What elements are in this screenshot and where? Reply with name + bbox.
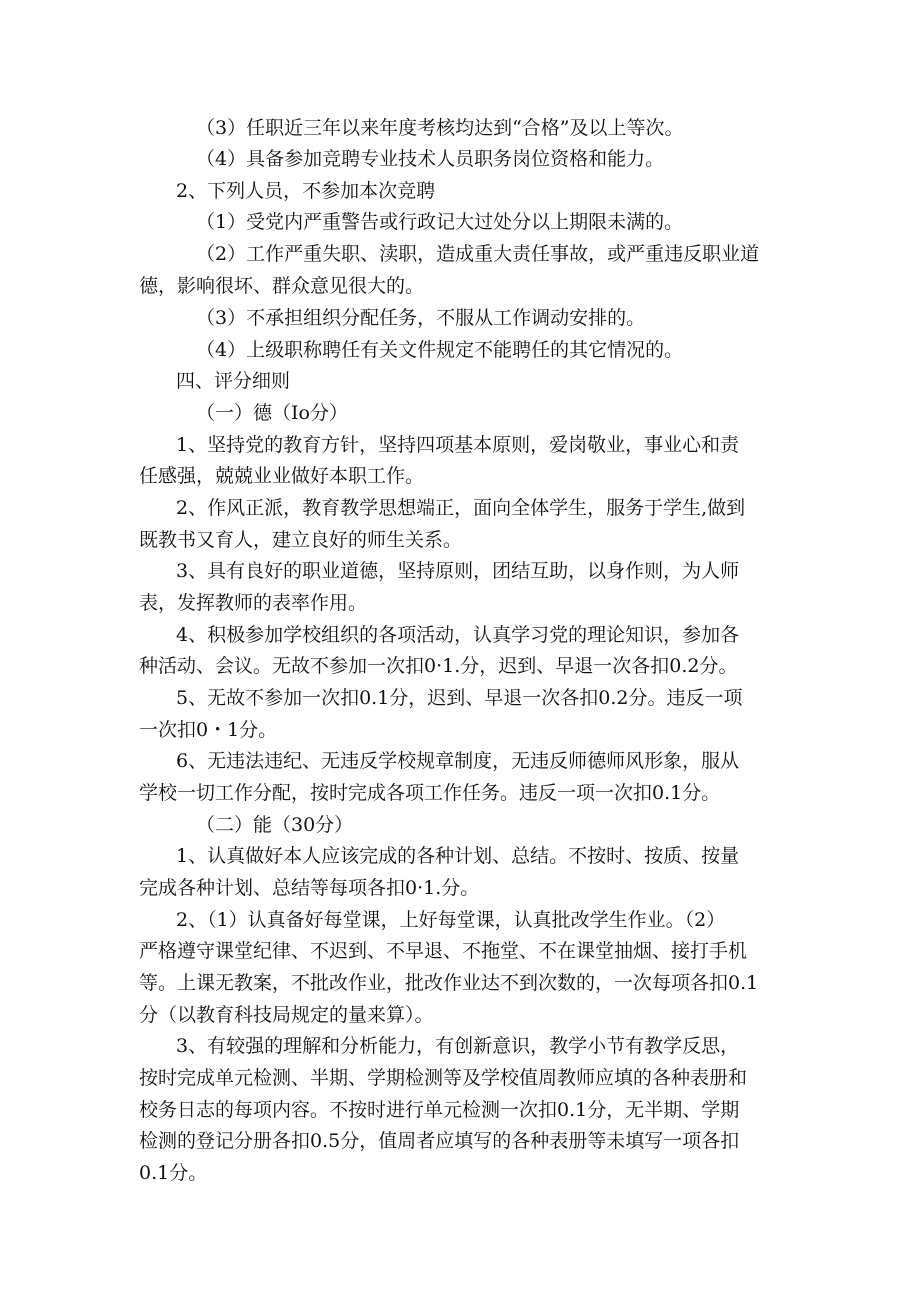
virtue-item-2-line-2: 既教书又育人，建立良好的师生关系。 bbox=[139, 529, 463, 551]
clause-3-annual-assessment: （3）任职近三年以来年度考核均达到“合格”及以上等次。 bbox=[196, 117, 684, 139]
virtue-item-3-line-1: 3、具有良好的职业道德，坚持原则，团结互助，以身作则，为人师 bbox=[176, 560, 740, 582]
clause-4-qualification: （4）具备参加竞聘专业技术人员职务岗位资格和能力。 bbox=[196, 148, 665, 170]
virtue-item-4-line-1: 4、积极参加学校组织的各项活动，认真学习党的理论知识，参加各 bbox=[176, 624, 740, 646]
ability-item-3-line-4: 检测的登记分册各扣0.5分，值周者应填写的各种表册等未填写一项各扣 bbox=[139, 1130, 740, 1152]
ability-item-2-line-2: 严格遵守课堂纪律、不迟到、不早退、不拖堂、不在课堂抽烟、接打手机 bbox=[139, 940, 748, 962]
ability-item-1-line-2: 完成各种计划、总结等每项各扣0·1.分。 bbox=[139, 877, 480, 899]
virtue-item-5-line-2: 一次扣0・1分。 bbox=[139, 719, 278, 741]
exclusion-4: （4）上级职称聘任有关文件规定不能聘任的其它情况的。 bbox=[196, 339, 684, 361]
ability-item-2-line-4: 分（以教育科技局规定的量来算）。 bbox=[139, 1004, 434, 1026]
ability-item-3-line-3: 校务日志的每项内容。不按时进行单元检测一次扣0.1分，无半期、学期 bbox=[139, 1099, 740, 1121]
ability-item-3-line-2: 按时完成单元检测、半期、学期检测等及学校值周教师应填的各种表册和 bbox=[139, 1067, 748, 1089]
virtue-item-1-line-1: 1、坚持党的教育方针，坚持四项基本原则，爱岗敬业，事业心和责 bbox=[176, 434, 740, 456]
subheading-ability: （二）能（30分） bbox=[196, 814, 354, 836]
ability-item-3-line-5: 0.1分。 bbox=[139, 1162, 208, 1184]
virtue-item-6-line-2: 学校一切工作分配，按时完成各项工作任务。违反一项一次扣0.1分。 bbox=[139, 782, 721, 804]
virtue-item-4-line-2: 种活动、会议。无故不参加一次扣0·1.分，迟到、早退一次各扣0.2分。 bbox=[139, 655, 738, 677]
virtue-item-6-line-1: 6、无违法违纪、无违反学校规章制度，无违反师德师风形象，服从 bbox=[176, 750, 740, 772]
heading-excluded-persons: 2、下列人员，不参加本次竞聘 bbox=[176, 180, 436, 202]
ability-item-2-line-3: 等。上课无教案，不批改作业，批改作业达不到次数的，一次每项各扣0.1 bbox=[139, 972, 759, 994]
exclusion-3: （3）不承担组织分配任务，不服从工作调动安排的。 bbox=[196, 307, 646, 329]
subheading-virtue: （一）德（Io分） bbox=[196, 402, 348, 424]
virtue-item-1-line-2: 任感强，兢兢业业做好本职工作。 bbox=[139, 465, 425, 487]
ability-item-3-line-1: 3、有较强的理解和分析能力，有创新意识，教学小节有教学反思， bbox=[176, 1035, 740, 1057]
exclusion-2-line-2: 德，影响很坏、群众意见很大的。 bbox=[139, 275, 425, 297]
virtue-item-3-line-2: 表，发挥教师的表率作用。 bbox=[139, 592, 368, 614]
virtue-item-2-line-1: 2、作风正派，教育教学思想端正，面向全体学生，服务于学生,做到 bbox=[176, 497, 746, 519]
section-heading-scoring: 四、评分细则 bbox=[176, 370, 291, 392]
ability-item-1-line-1: 1、认真做好本人应该完成的各种计划、总结。不按时、按质、按量 bbox=[176, 845, 740, 867]
exclusion-1: （1）受党内严重警告或行政记大过处分以上期限未满的。 bbox=[196, 211, 684, 233]
exclusion-2-line-1: （2）工作严重失职、渎职，造成重大责任事故，或严重违反职业道 bbox=[196, 243, 760, 265]
ability-item-2-line-1: 2、（1）认真备好每堂课，上好每堂课，认真批改学生作业。（2） bbox=[176, 909, 726, 931]
virtue-item-5-line-1: 5、无故不参加一次扣0.1分，迟到、早退一次各扣0.2分。违反一项 bbox=[176, 687, 743, 709]
